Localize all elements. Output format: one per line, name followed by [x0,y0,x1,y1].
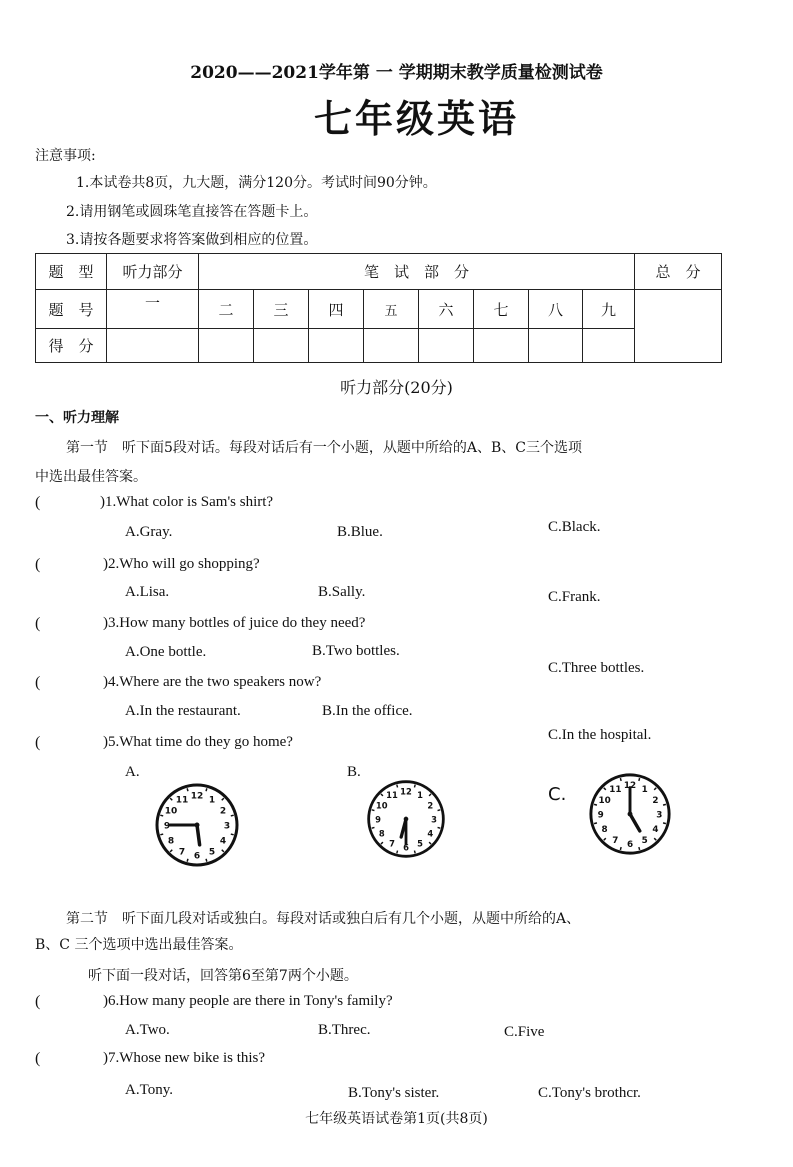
option-c: C. [548,784,567,805]
clock-numeral: 8 [601,825,608,836]
section2-intro: 听下面一段对话，回答第6至第7两个小题。 [88,968,358,984]
clock-tick [414,785,415,788]
clock-numeral: 11 [609,785,622,796]
clock-tick [438,827,441,828]
notice-item: 1.本试卷共8页，九大题，满分120分。考试时间90分钟。 [76,175,437,191]
clock-tick [639,847,640,850]
clock-tick [160,815,163,816]
clock-numeral: 4 [427,828,434,839]
written-col-header: 笔 试 部 分 [199,254,635,290]
total-col-header: 总 分 [635,254,722,290]
section-title: 一、听力理解 [35,410,119,426]
answer-paren[interactable]: ( [35,674,41,691]
clock-tick [663,804,666,805]
clock-tick [639,778,640,781]
score-cell[interactable] [474,329,529,363]
answer-paren[interactable]: ( [35,494,41,511]
clock-numeral: 7 [389,838,395,849]
clock-numeral: 4 [652,825,659,836]
exam-header-line: 2020——2021学年第 一 学期期末教学质量检测试卷 [190,63,603,83]
question-number-cell: 四 [309,290,364,329]
option-b: B. [347,764,361,780]
option-a: A. [125,764,140,780]
clock-b [364,777,448,861]
option-a: A.Gray. [125,524,173,540]
option-c: C.In the hospital. [548,727,652,743]
clock-numeral: 11 [386,790,398,801]
clock-tick [231,834,234,835]
clock-c-image [586,770,674,858]
answer-paren[interactable]: ( [35,1050,41,1067]
clock-numeral: 1 [208,795,216,806]
score-cell[interactable] [529,329,583,363]
clock-a [152,780,242,870]
clock-tick [372,810,375,811]
option-c: C.Five [504,1024,545,1040]
clock-tick [187,859,188,862]
clock-center [628,812,633,817]
question-stem: )3.How many bottles of juice do they need? [103,615,366,631]
row-header-type: 题 型 [36,254,107,290]
clock-tick [231,815,234,816]
option-b: B.Threc. [318,1022,371,1038]
clock-numeral: 3 [656,810,663,821]
clock-numeral: 1 [417,790,423,801]
notice-item: 2.请用钢笔或圆珠笔直接答在答题卡上。 [66,204,318,220]
clock-numeral: 8 [378,828,385,839]
clock-numeral: 7 [612,835,619,846]
clock-numeral: 5 [417,838,423,849]
option-b: B.Sally. [318,584,366,600]
clock-numeral: 1 [641,785,648,796]
clock-tick [372,827,375,828]
listening-part-title: 听力部分(20分) [340,378,453,397]
option-c: C.Tony's brothcr. [538,1085,641,1101]
question-number-cell: 六 [419,290,474,329]
section1-instructions-cont: 中选出最佳答案。 [35,469,147,485]
clock-numeral: 5 [641,835,648,846]
score-table [35,253,722,363]
section1-instructions: 第一节 听下面5段对话。每段对话后有一个小题，从题中所给的A、B、C三个选项 [66,440,583,456]
clock-numeral: 10 [164,806,178,817]
clock-numeral: 9 [163,821,171,832]
clock-tick [206,788,207,791]
option-c: C.Frank. [548,589,601,605]
clock-numeral: 5 [208,847,216,858]
clock-tick [594,823,597,824]
clock-tick [206,859,207,862]
clock-numeral: 9 [597,810,604,821]
clock-tick [187,788,188,791]
clock-center [404,817,409,822]
question-number-cell: 九 [583,290,635,329]
row-header-number: 题 号 [36,290,107,329]
clock-b-image [364,777,448,861]
section2-instructions: 第二节 听下面几段对话或独白。每段对话或独白后有几个小题，从题中所给的A、 [66,911,581,927]
clock-numeral: 6 [193,851,201,862]
option-b: B.In the office. [322,703,413,719]
clock-numeral: 11 [175,795,189,806]
score-cell[interactable] [254,329,309,363]
answer-paren[interactable]: ( [35,734,41,751]
option-b: B.Blue. [337,524,383,540]
question-number-cell: 五 [364,290,419,329]
clock-numeral: 2 [652,795,659,806]
clock-numeral: 12 [400,786,412,797]
question-stem: )1.What color is Sam's shirt? [100,494,274,510]
clock-tick [663,823,666,824]
clock-numeral: 10 [598,795,611,806]
question-number-cell: 七 [474,290,529,329]
listening-col-header: 听力部分 [107,254,199,290]
clock-tick [438,810,441,811]
clock-numeral: 6 [403,842,409,853]
clock-numeral: 4 [219,836,227,847]
clock-numeral: 7 [178,847,186,858]
score-cell[interactable] [583,329,635,363]
question-stem: )5.What time do they go home? [103,734,293,750]
clock-tick [594,804,597,805]
answer-paren[interactable]: ( [35,993,41,1010]
question-stem: )6.How many people are there in Tony's family? [103,993,393,1009]
answer-paren[interactable]: ( [35,615,41,632]
notice-item: 3.请按各题要求将答案做到相应的位置。 [66,232,318,248]
clock-a-image [152,780,242,870]
clock-numeral: 3 [223,821,231,832]
question-stem: )7.Whose new bike is this? [103,1050,266,1066]
clock-numeral: 12 [623,781,637,792]
question-stem: )4.Where are the two speakers now? [103,674,322,690]
score-cell[interactable] [419,329,474,363]
exam-title: 七年级英语 [313,97,519,141]
option-b: B.Tony's sister. [348,1085,440,1101]
clock-numeral: 2 [427,800,434,811]
question-number-cell: 八 [529,290,583,329]
clock-tick [414,851,415,854]
question-stem: )2.Who will go shopping? [103,556,260,572]
score-cell[interactable] [364,329,419,363]
option-a: A.One bottle. [125,644,207,660]
clock-numeral: 10 [375,800,388,811]
clock-numeral: 3 [431,814,437,825]
question-number-cell: 三 [254,290,309,329]
clock-tick [397,851,398,854]
score-cell[interactable] [107,329,199,363]
clock-numeral: 8 [167,836,175,847]
option-a: A.Tony. [125,1082,173,1098]
question-number-cell: 二 [199,290,254,329]
clock-tick [160,834,163,835]
option-a: A.Two. [125,1022,170,1038]
question-number-cell: 一 [107,290,199,329]
clock-numeral: 12 [190,791,204,802]
clock-numeral: 2 [219,806,227,817]
row-header-score: 得 分 [36,329,107,363]
option-a: A.Lisa. [125,584,170,600]
total-score-cell[interactable] [635,290,722,363]
clock-tick [397,785,398,788]
score-cell[interactable] [309,329,364,363]
clock-tick [620,847,621,850]
option-c: C.Black. [548,519,601,535]
clock-numeral: 9 [375,814,381,825]
answer-paren[interactable]: ( [35,556,41,573]
notice-heading: 注意事项: [35,148,96,164]
option-b: B.Two bottles. [312,643,400,659]
clock-c [586,770,674,858]
clock-tick [620,778,621,781]
option-a: A.In the restaurant. [125,703,241,719]
clock-numeral: 6 [626,839,634,850]
score-cell[interactable] [199,329,254,363]
page-footer: 七年级英语试卷第1页(共8页) [305,1111,488,1127]
clock-center [195,823,200,828]
section2-instructions-cont: B、C 三个选项中选出最佳答案。 [35,937,243,953]
option-c: C.Three bottles. [548,660,645,676]
